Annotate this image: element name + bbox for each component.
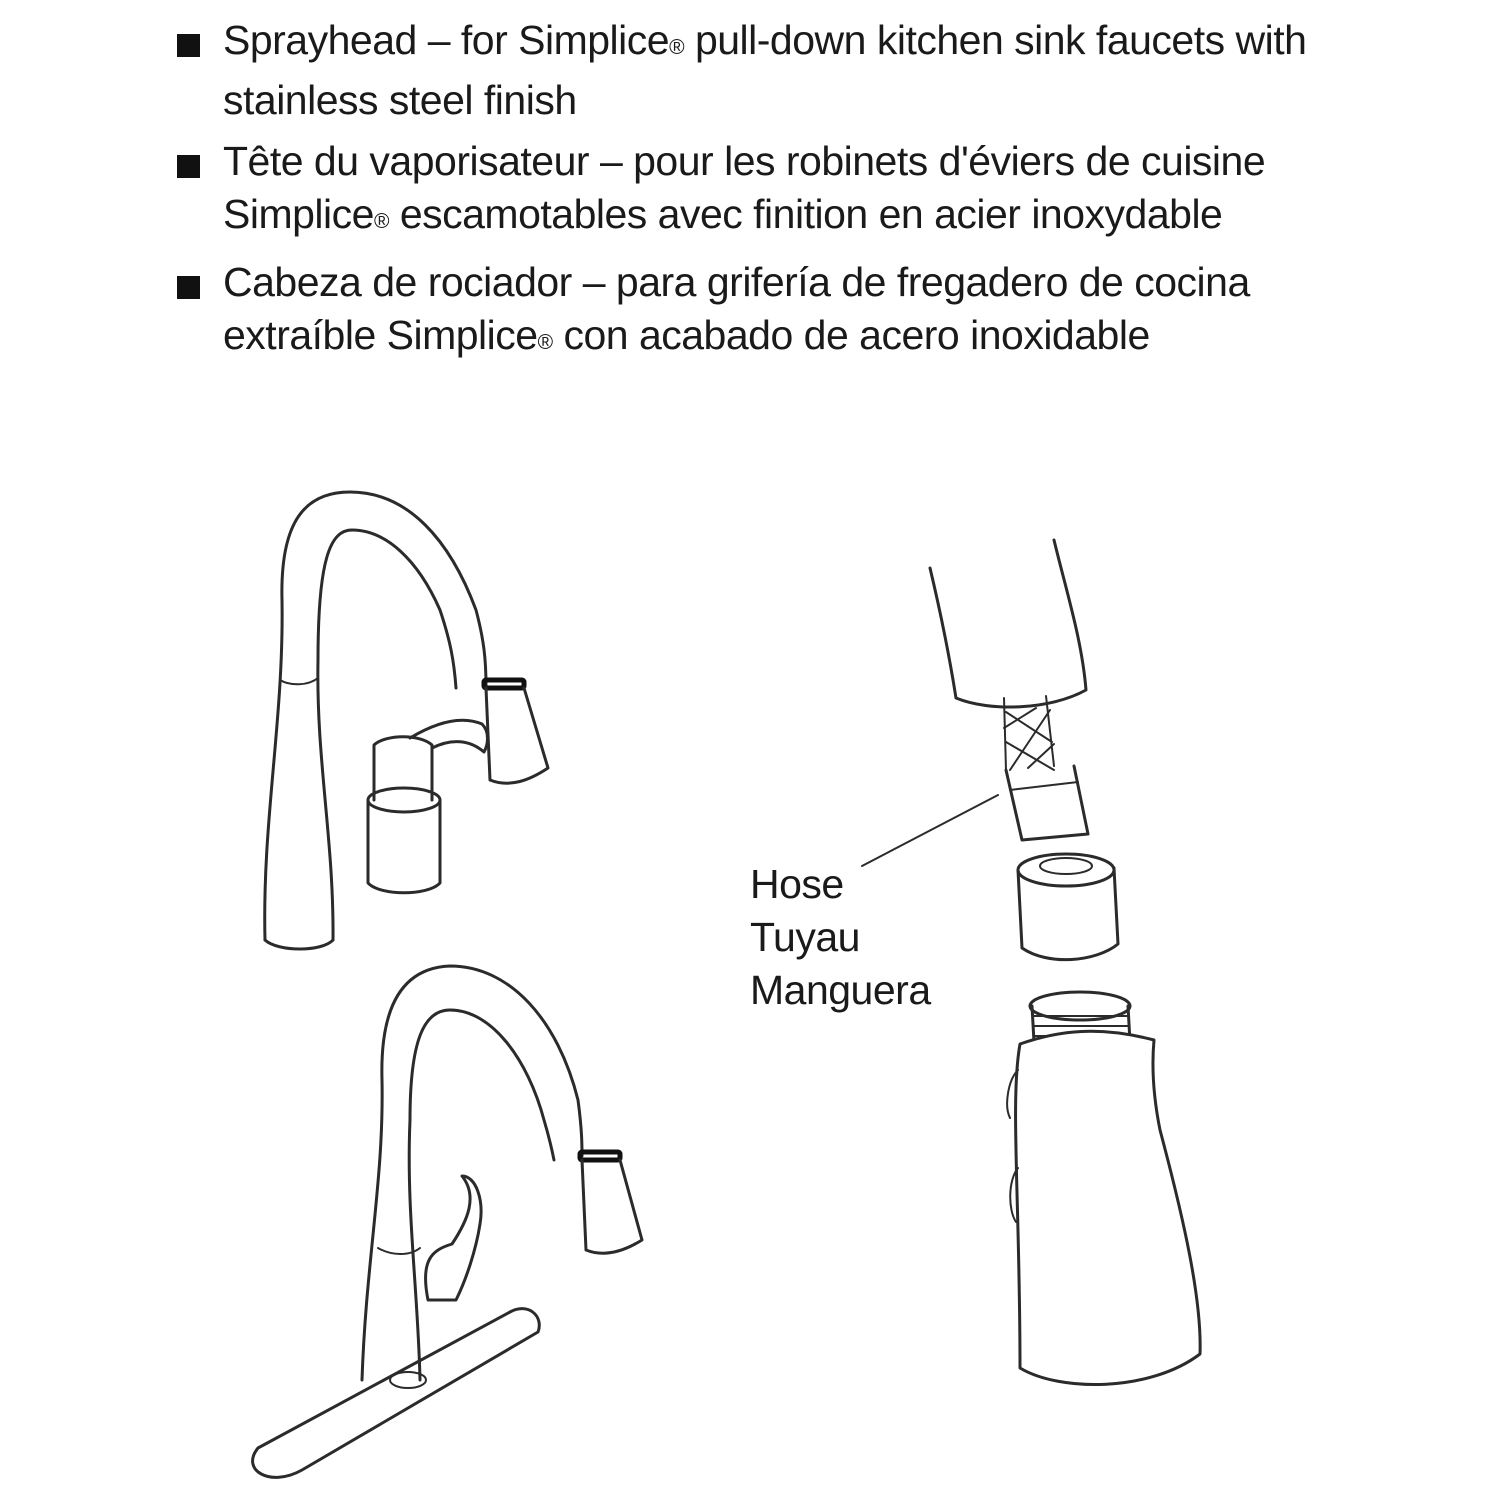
callout-line-english: Hose — [750, 861, 844, 907]
callout-line-french: Tuyau — [750, 914, 860, 960]
bullet-text-before: Cabeza de rociador – para grifería de fregadero de cocina extraíble Simplice — [223, 259, 1250, 358]
faucet-deck-plate-drawing — [253, 966, 642, 1477]
faucet-side-handle-drawing — [265, 492, 548, 949]
hose-callout-label — [750, 858, 931, 1017]
bullet-text-before: Sprayhead – for Simplice — [223, 17, 670, 63]
bullet-text-after: escamotables avec finition en acier inoxydable — [388, 191, 1223, 237]
registered-mark: ® — [373, 210, 389, 233]
bullet-text-before: Tête du vaporisateur – pour les robinets d'éviers de cuisine Simplice — [223, 138, 1266, 237]
bullet-text-after: con acabado de acero inoxidable — [552, 312, 1150, 358]
callout-leader-line — [862, 795, 998, 866]
callout-line-spanish: Manguera — [750, 967, 931, 1013]
registered-mark: ® — [537, 331, 553, 354]
spray-collar-icon — [580, 1152, 620, 1160]
registered-mark: ® — [669, 36, 685, 59]
spray-collar-icon — [484, 680, 524, 688]
bullet-text-after: pull-down kitchen sink faucets with stainless steel finish — [223, 17, 1307, 123]
